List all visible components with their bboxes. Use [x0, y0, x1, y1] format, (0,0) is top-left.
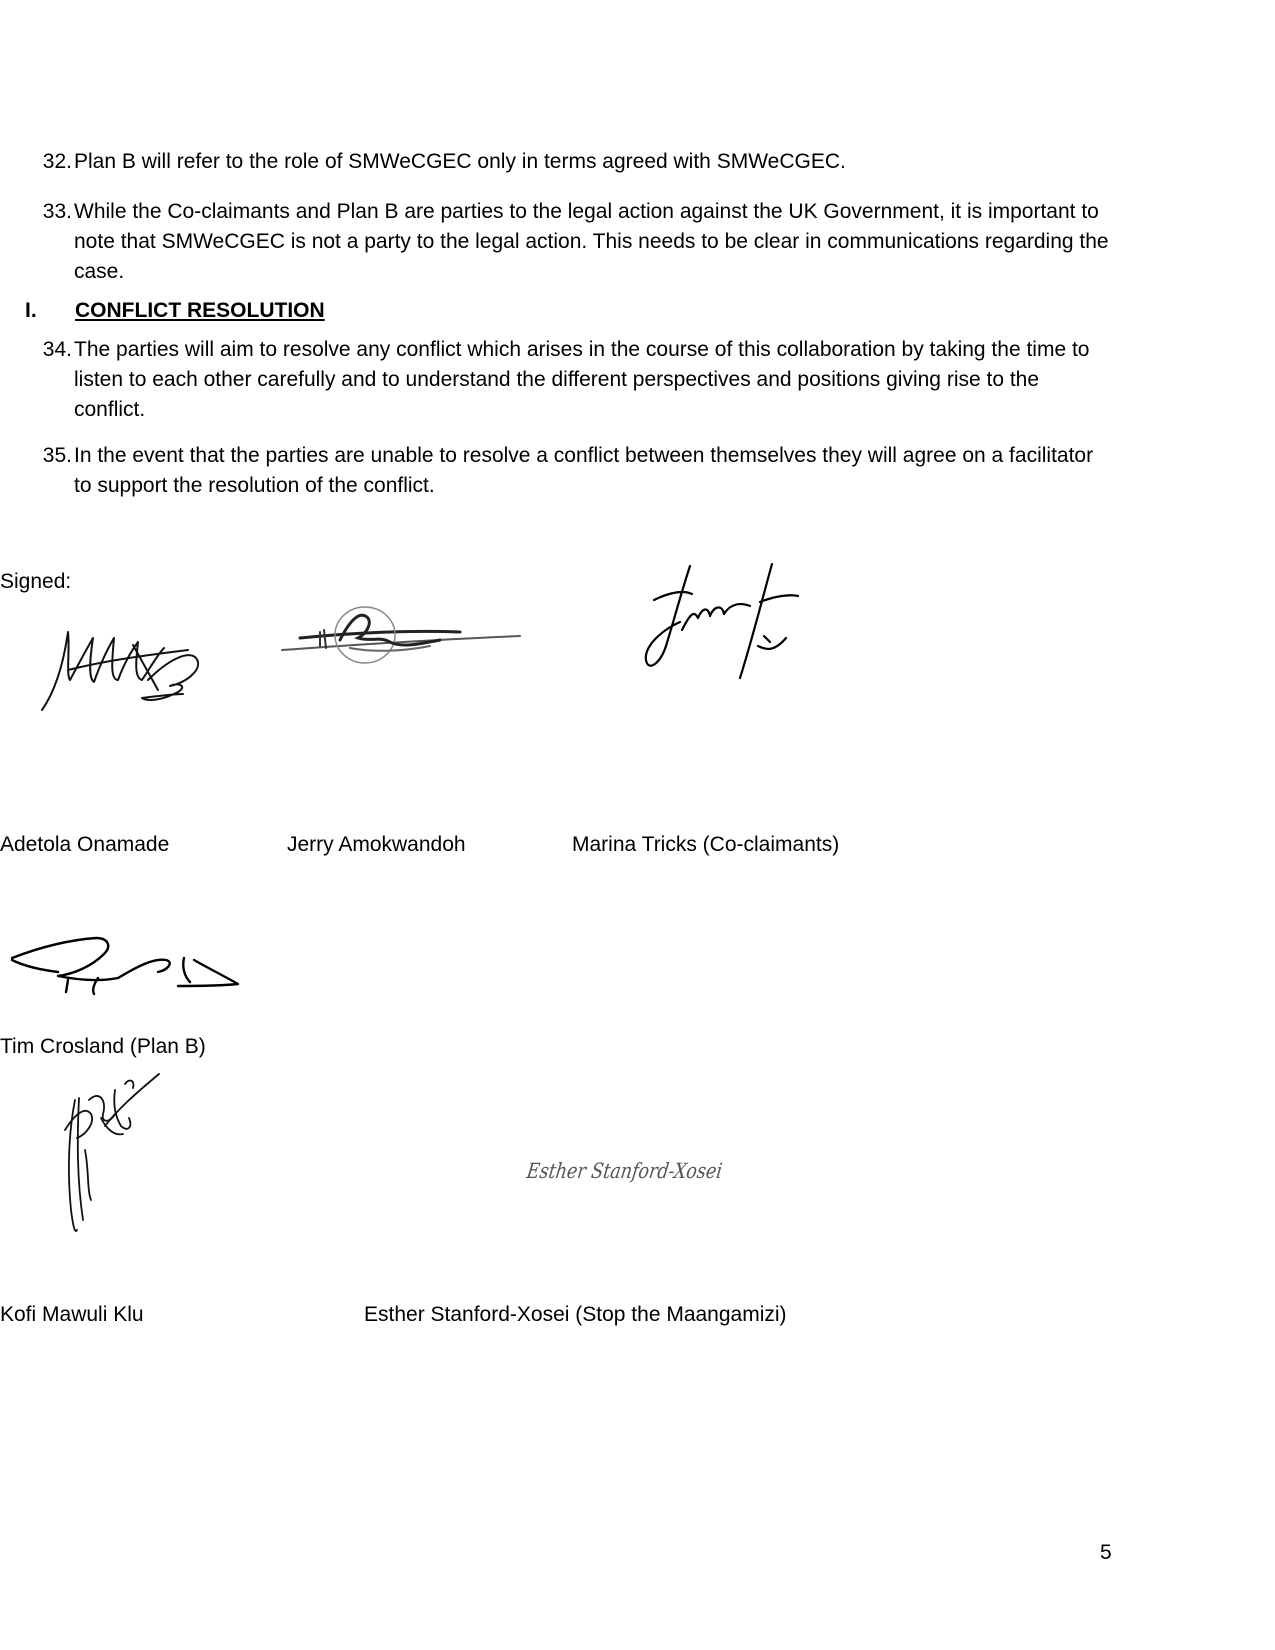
- signature-image: [640, 560, 805, 685]
- signatory-name: Marina Tricks (Co-claimants): [572, 833, 840, 856]
- paragraph-text: The parties will aim to resolve any conflict which arises in the course of this collaboration by taking the time to listen to each other carefully and to understand the different perspectives and positions giving rise to the conflict.: [74, 338, 1090, 421]
- paragraph-number: 33.: [42, 200, 72, 223]
- signature-image: [38, 620, 208, 715]
- signature-image: [525, 1150, 763, 1190]
- signed-label: Signed:: [0, 570, 72, 593]
- signature-image: [55, 1070, 170, 1240]
- paragraph-text: While the Co-claimants and Plan B are parties to the legal action against the UK Government, it is important to note that SMWeCGEC is not a party to the legal action. This needs to be clear in communications regarding the case.: [74, 200, 1109, 283]
- signatory-name: Adetola Onamade: [0, 833, 170, 856]
- section-number: I.: [25, 299, 37, 322]
- paragraph-text: In the event that the parties are unable to resolve a conflict between themselves they will agree on a facilitator to support the resolution of the conflict.: [74, 444, 1094, 497]
- paragraph-number: 34.: [42, 338, 72, 361]
- paragraph-number: 32.: [42, 150, 72, 173]
- handwritten-signature-text: Esther Stanford-Xosei: [525, 1158, 763, 1183]
- signature-image: [280, 590, 525, 680]
- paragraph-text: Plan B will refer to the role of SMWeCGEC only in terms agreed with SMWeCGEC.: [74, 150, 846, 173]
- page-number: 5: [1100, 1541, 1112, 1564]
- signatory-name: Esther Stanford-Xosei (Stop the Maangamizi): [364, 1303, 787, 1326]
- signatory-name: Tim Crosland (Plan B): [0, 1035, 206, 1058]
- handwritten-signature: [525, 1150, 763, 1190]
- signatory-name: Jerry Amokwandoh: [287, 833, 466, 856]
- section-title: CONFLICT RESOLUTION: [75, 299, 325, 322]
- signatory-name: Kofi Mawuli Klu: [0, 1303, 144, 1326]
- paragraph-number: 35.: [42, 444, 72, 467]
- signature-image: [8, 930, 248, 1000]
